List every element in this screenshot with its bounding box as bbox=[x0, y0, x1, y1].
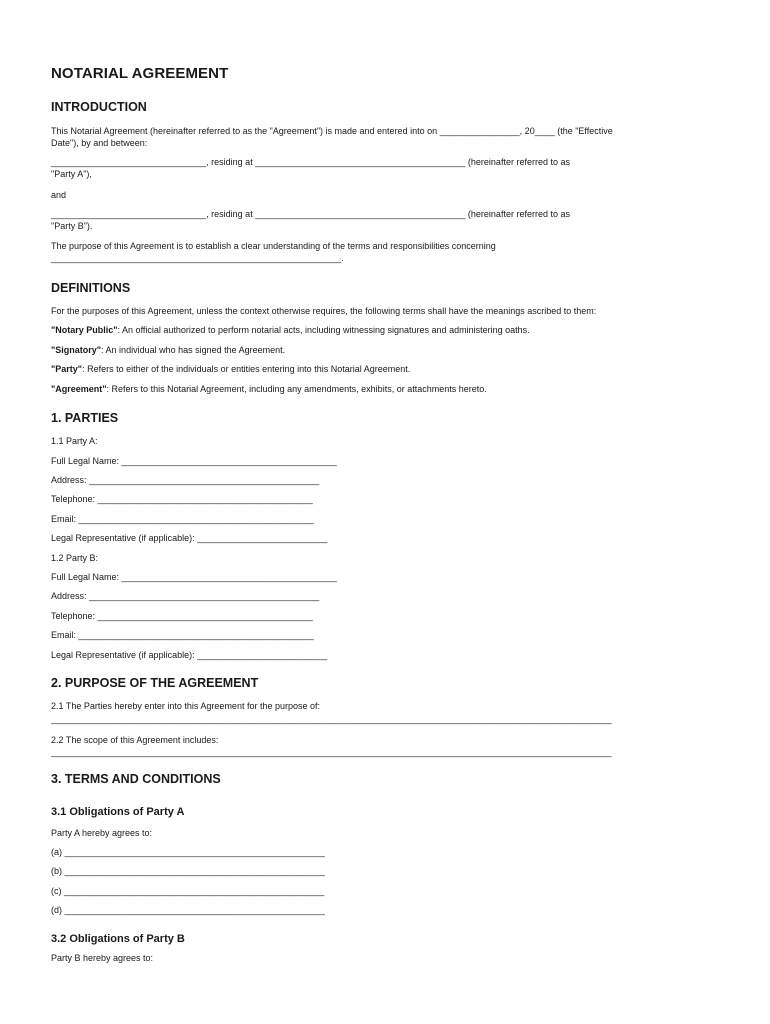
party-b-field: Telephone: ___________________________________________ bbox=[51, 611, 313, 621]
party-a-field: Full Legal Name: ___________________________________________ bbox=[51, 456, 337, 466]
party-a-field: Email: _______________________________________________ bbox=[51, 514, 314, 524]
party-a-field: Legal Representative (if applicable): __________________________ bbox=[51, 533, 328, 543]
definition-term: "Agreement" bbox=[51, 384, 107, 394]
party-b-field: Email: _______________________________________________ bbox=[51, 630, 314, 640]
definition-item bbox=[51, 345, 285, 356]
purpose-intro-line-2: __________________________________________________________. bbox=[51, 253, 344, 263]
party-b-label: 1.2 Party B: bbox=[51, 553, 99, 563]
definition-text: : An official authorized to perform notarial acts, including witnessing signatures and administering oaths. bbox=[117, 325, 530, 335]
definition-term: "Party" bbox=[51, 364, 83, 374]
definition-term: "Signatory" bbox=[51, 345, 102, 355]
obligations-b-intro: Party B hereby agrees to: bbox=[51, 953, 154, 963]
obligations-a-heading: 3.1 Obligations of Party A bbox=[51, 806, 185, 818]
intro-line-1: This Notarial Agreement (hereinafter referred to as the "Agreement") is made and entered into on ________________, 20____ (the "Effective bbox=[51, 126, 613, 136]
obligation-item: (d) ____________________________________________________ bbox=[51, 905, 325, 915]
obligation-item: (a) ____________________________________________________ bbox=[51, 847, 325, 857]
purpose-clause-2: 2.2 The scope of this Agreement includes: bbox=[51, 735, 219, 745]
obligations-a-intro: Party A hereby agrees to: bbox=[51, 828, 153, 838]
definitions-heading: DEFINITIONS bbox=[51, 281, 131, 295]
definition-text: : Refers to this Notarial Agreement, including any amendments, exhibits, or attachments hereto. bbox=[106, 384, 487, 394]
definition-item bbox=[51, 325, 530, 336]
definitions-intro: For the purposes of this Agreement, unless the context otherwise requires, the following terms shall have the meanings ascribed to them: bbox=[51, 306, 597, 316]
definition-term: "Notary Public" bbox=[51, 325, 118, 335]
intro-line-2: Date"), by and between: bbox=[51, 138, 148, 148]
party-a-field: Address: ______________________________________________ bbox=[51, 475, 320, 485]
parties-heading: 1. PARTIES bbox=[51, 411, 119, 425]
definition-item bbox=[51, 384, 487, 395]
purpose-heading: 2. PURPOSE OF THE AGREEMENT bbox=[51, 676, 259, 690]
intro-heading: INTRODUCTION bbox=[51, 100, 147, 114]
terms-heading: 3. TERMS AND CONDITIONS bbox=[51, 772, 221, 786]
party-b-field: Address: ______________________________________________ bbox=[51, 591, 320, 601]
party-b-intro-label: "Party B"). bbox=[51, 221, 93, 231]
party-a-label: 1.1 Party A: bbox=[51, 436, 98, 446]
purpose-blank-line-2: ________________________________________________________________________________________________________________ bbox=[51, 747, 612, 757]
and-text: and bbox=[51, 190, 67, 200]
document-title: NOTARIAL AGREEMENT bbox=[51, 65, 229, 82]
party-a-intro-line: _______________________________, residing at __________________________________________ (hereinafter referred to as bbox=[51, 157, 570, 167]
purpose-blank-line-1: ________________________________________________________________________________________________________________ bbox=[51, 714, 612, 724]
obligation-item: (b) ____________________________________________________ bbox=[51, 866, 325, 876]
party-b-field: Legal Representative (if applicable): __________________________ bbox=[51, 650, 328, 660]
party-a-field: Telephone: ___________________________________________ bbox=[51, 494, 313, 504]
obligation-item: (c) ____________________________________________________ bbox=[51, 886, 325, 896]
definition-text: : An individual who has signed the Agreement. bbox=[101, 345, 286, 355]
definition-item bbox=[51, 364, 410, 375]
party-a-intro-label: "Party A"), bbox=[51, 169, 92, 179]
definition-text: : Refers to either of the individuals or entities entering into this Notarial Agreement. bbox=[82, 364, 411, 374]
party-b-intro-line: _______________________________, residing at __________________________________________ (hereinafter referred to as bbox=[51, 209, 570, 219]
party-b-field: Full Legal Name: ___________________________________________ bbox=[51, 572, 337, 582]
obligations-b-heading: 3.2 Obligations of Party B bbox=[51, 933, 185, 945]
purpose-clause-1: 2.1 The Parties hereby enter into this Agreement for the purpose of: bbox=[51, 701, 320, 711]
purpose-intro-line-1: The purpose of this Agreement is to establish a clear understanding of the terms and responsibilities concerning bbox=[51, 241, 496, 251]
